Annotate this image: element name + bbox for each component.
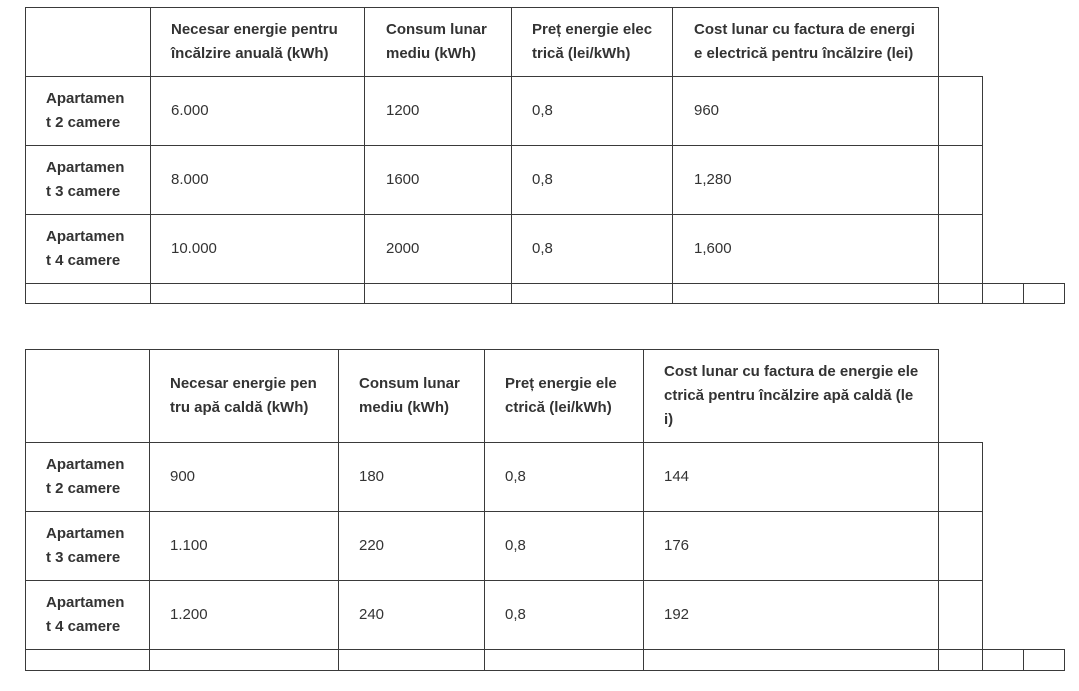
table2-row2-hot-water-energy: 1.100 [170, 537, 208, 554]
table1-row2-label: Apartamen t 3 camere [46, 159, 125, 200]
table2-row1-hot-water-energy: 900 [170, 468, 196, 485]
table2-header-monthly-consumption: Consum lunar mediu (kWh) [359, 375, 460, 416]
table1-header-monthly-consumption: Consum lunar mediu (kWh) [386, 21, 487, 62]
table1-row3-energy-price: 0,8 [532, 240, 553, 257]
table1-row1-label: Apartamen t 2 camere [46, 90, 125, 131]
table2-row3-monthly-consumption: 240 [359, 606, 385, 623]
table1-row2-energy-price: 0,8 [532, 171, 553, 188]
table1-row2-annual-energy: 8.000 [171, 171, 209, 188]
table2-header-energy-price: Preț energie ele ctrică (lei/kWh) [505, 375, 617, 416]
table1-row3-label: Apartamen t 4 camere [46, 228, 125, 269]
table2-row3-energy-price: 0,8 [505, 606, 526, 623]
table2-row2-energy-price: 0,8 [505, 537, 526, 554]
table1-row3-monthly-cost: 1,600 [694, 240, 732, 257]
table2-row1-energy-price: 0,8 [505, 468, 526, 485]
table1-header-annual-energy: Necesar energie pentru încălzire anuală (kWh) [171, 21, 338, 62]
table2-row2-label: Apartamen t 3 camere [46, 525, 125, 566]
table1-row3-annual-energy: 10.000 [171, 240, 217, 257]
table2-header-monthly-cost: Cost lunar cu factura de energie ele ctrică pentru încălzire apă caldă (le i) [664, 363, 919, 428]
table1-row2-monthly-consumption: 1600 [386, 171, 420, 188]
table1-row1-annual-energy: 6.000 [171, 102, 209, 119]
table1-row1-monthly-consumption: 1200 [386, 102, 420, 119]
table1-row2-monthly-cost: 1,280 [694, 171, 732, 188]
table2-row2-monthly-consumption: 220 [359, 537, 385, 554]
table2-row2-monthly-cost: 176 [664, 537, 690, 554]
table2-row3-label: Apartamen t 4 camere [46, 594, 125, 635]
table2-row1-label: Apartamen t 2 camere [46, 456, 125, 497]
table2-row1-monthly-cost: 144 [664, 468, 690, 485]
table1-row1-monthly-cost: 960 [694, 102, 720, 119]
table1-row1-energy-price: 0,8 [532, 102, 553, 119]
table2-row1-monthly-consumption: 180 [359, 468, 385, 485]
table1-row3-monthly-consumption: 2000 [386, 240, 420, 257]
table1-header-monthly-cost: Cost lunar cu factura de energi e electrică pentru încălzire (lei) [694, 21, 915, 62]
table2-row3-hot-water-energy: 1.200 [170, 606, 208, 623]
table2-header-hot-water-energy: Necesar energie pen tru apă caldă (kWh) [170, 375, 317, 416]
table2-row3-monthly-cost: 192 [664, 606, 690, 623]
table1-header-energy-price: Preț energie elec trică (lei/kWh) [532, 21, 653, 62]
